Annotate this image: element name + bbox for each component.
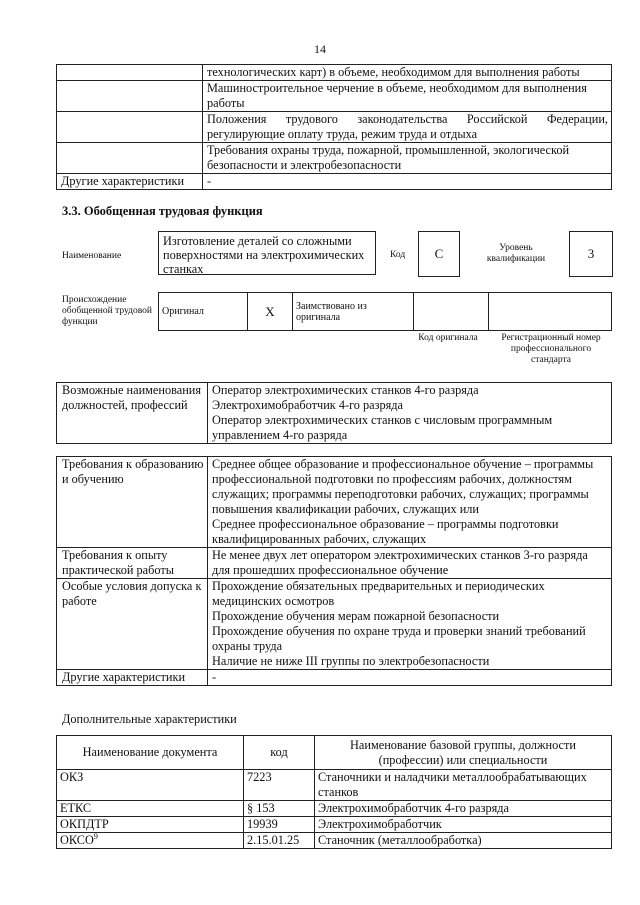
code-value-text: C	[434, 246, 444, 261]
table-row	[57, 833, 612, 849]
table-row	[57, 670, 612, 686]
education-list	[208, 457, 612, 548]
additional-title: Дополнительные характеристики	[62, 712, 237, 726]
table-cell	[57, 143, 203, 174]
header-cell: Наименование документа	[57, 736, 244, 770]
original-label: Оригинал	[159, 293, 248, 331]
table-cell: Станочники и наладчики металлообрабатывающих станков	[315, 770, 612, 801]
table-cell	[57, 112, 203, 143]
list-item: Прохождение обучения по охране труда и проверки знаний требований охраны труда	[212, 624, 586, 653]
list-item: Прохождение обязательных предварительных и периодических медицинских осмотров	[212, 579, 545, 608]
table-row	[159, 293, 612, 331]
code-value	[418, 231, 460, 277]
doc-name: ОКСО	[60, 833, 94, 847]
original-mark: X	[248, 293, 293, 331]
name-value	[158, 231, 376, 275]
table-cell: Электрохимобработчик 4-го разряда	[315, 801, 612, 817]
requirements-table	[56, 456, 612, 686]
table-row	[57, 383, 612, 444]
table-row	[57, 801, 612, 817]
code-label: Код	[390, 250, 406, 260]
table-cell: Другие характеристики	[57, 174, 203, 190]
origin-table	[158, 292, 612, 331]
table-cell: Электрохимобработчик	[315, 817, 612, 833]
table-cell: 19939	[244, 817, 315, 833]
table-cell: технологических карт) в объеме, необходимом для выполнения работы	[203, 65, 612, 81]
table-row	[57, 112, 612, 143]
table-cell: ОКПДТР	[57, 817, 244, 833]
table-cell	[57, 833, 244, 849]
experience-label: Требования к опыту практической работы	[57, 548, 208, 579]
level-value	[569, 231, 613, 277]
table-row	[57, 65, 612, 81]
table-cell: ОКЗ	[57, 770, 244, 801]
name-label: Наименование	[62, 251, 122, 261]
table-cell: Требования охраны труда, пожарной, промышленной, экологической безопасности и электробезопасности	[203, 143, 612, 174]
table-cell: Машиностроительное черчение в объеме, необходимом для выполнения работы	[203, 81, 612, 112]
table-row	[57, 174, 612, 190]
code-caption: Код оригинала	[418, 333, 478, 343]
list-item: Электрохимобработчик 4-го разряда	[212, 398, 404, 412]
page-number: 14	[314, 42, 326, 56]
footnote-mark: 9	[93, 831, 98, 841]
experience-value: Не менее двух лет оператором электрохимических станков 3-го разряда для прошедших профессиональное обучение	[208, 548, 612, 579]
list-item: Оператор электрохимических станков 4-го разряда	[212, 383, 479, 397]
positions-list	[208, 383, 612, 444]
education-label: Требования к образованию и обучению	[57, 457, 208, 548]
table-cell: -	[203, 174, 612, 190]
table-cell: 2.15.01.25	[244, 833, 315, 849]
knowledge-table	[56, 64, 612, 190]
origin-reg-cell	[489, 293, 612, 331]
table-cell	[57, 81, 203, 112]
level-value-text: 3	[587, 246, 595, 261]
table-row	[57, 143, 612, 174]
additional-table	[56, 735, 612, 849]
table-cell	[57, 65, 203, 81]
list-item: Среднее профессиональное образование – программы подготовки квалифицированных рабочих, служащих	[212, 517, 559, 546]
positions-table	[56, 382, 612, 444]
table-row	[57, 579, 612, 670]
level-label: Уровень квалификации	[486, 243, 546, 264]
positions-label: Возможные наименования должностей, профессий	[57, 383, 208, 444]
table-row	[57, 770, 612, 801]
conditions-label: Особые условия допуска к работе	[57, 579, 208, 670]
header-cell: Наименование базовой группы, должности (профессии) или специальности	[315, 736, 612, 770]
table-cell: ЕТКС	[57, 801, 244, 817]
reg-caption: Регистрационный номер профессионального стандарта	[501, 333, 601, 365]
table-cell: Положения трудового законодательства Российской Федерации, регулирующие оплату труда, режим труда и отдыха	[203, 112, 612, 143]
table-row	[57, 817, 612, 833]
table-cell: 7223	[244, 770, 315, 801]
other-label: Другие характеристики	[57, 670, 208, 686]
table-row	[57, 81, 612, 112]
borrowed-label: Заимствовано из оригинала	[293, 293, 414, 331]
conditions-list	[208, 579, 612, 670]
list-item: Среднее общее образование и профессиональное обучение – программы профессиональной подготовки по профессиям рабочих, должностям служащих; программы переподготовки рабочих, служащих; программы повышения квалификации рабочих, служащих или	[212, 457, 594, 516]
table-row	[57, 548, 612, 579]
origin-label: Происхождение обобщенной трудовой функции	[62, 295, 152, 327]
list-item: Наличие не ниже III группы по электробезопасности	[212, 654, 490, 668]
table-cell: Станочник (металлообработка)	[315, 833, 612, 849]
list-item: Прохождение обучения мерам пожарной безопасности	[212, 609, 500, 623]
origin-code-cell	[414, 293, 489, 331]
other-value: -	[208, 670, 612, 686]
section-title: 3.3. Обобщенная трудовая функция	[62, 204, 263, 218]
list-item: Оператор электрохимических станков с числовым программным управлением 4-го разряда	[212, 413, 553, 442]
table-row	[57, 457, 612, 548]
table-cell: § 153	[244, 801, 315, 817]
table-header-row	[57, 736, 612, 770]
header-cell: код	[244, 736, 315, 770]
name-value-text: Изготовление деталей со сложными поверхностями на электрохимических станках	[163, 234, 365, 276]
